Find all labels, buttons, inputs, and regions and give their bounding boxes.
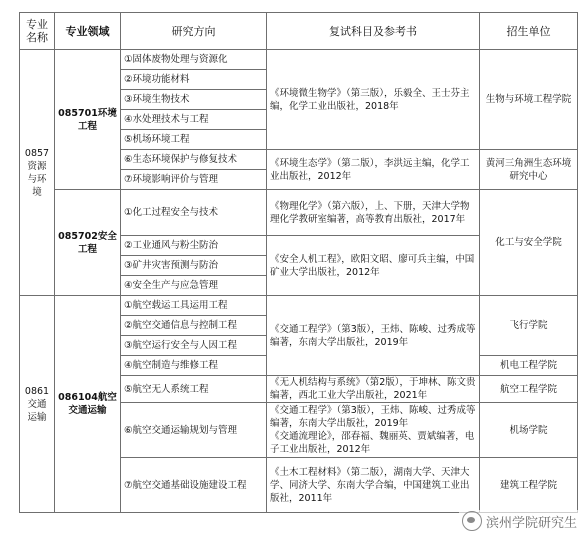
header-field: 专业领域 — [55, 13, 121, 50]
direction-item: ③环境生物技术 — [121, 90, 267, 110]
unit-cell: 生物与环境工程学院 — [480, 50, 578, 150]
direction-item: ⑥生态环境保护与修复技术 — [121, 150, 267, 170]
direction-item: ④安全生产与应急管理 — [121, 276, 267, 296]
reference-book: 《环境微生物学》（第三版），乐毅全、王士芬主编，化学工业出版社，2018年 — [267, 50, 480, 150]
direction-item: ②航空交通信息与控制工程 — [121, 316, 267, 336]
field-cell-085702: 085702安全工程 — [55, 190, 121, 296]
reference-book: 《交通流理论》，邵春福、魏丽英、贾斌编著，电子工业出版社，2012年 — [270, 431, 475, 455]
wechat-icon — [462, 511, 482, 531]
reference-book: 《交通工程学》（第3版），王炜、陈峻、过秀成等编著，东南大学出版社，2019年 — [267, 296, 480, 376]
unit-cell: 航空工程学院 — [480, 376, 578, 403]
major-cell-0861: 0861交通运输 — [20, 296, 55, 513]
direction-item: ④水处理技术与工程 — [121, 110, 267, 130]
direction-item: ⑤机场环境工程 — [121, 130, 267, 150]
field-cell-085701: 085701环境工程 — [55, 50, 121, 190]
unit-cell: 机电工程学院 — [480, 356, 578, 376]
header-major: 专业名称 — [20, 13, 55, 50]
header-row — [20, 13, 578, 50]
unit-cell: 机场学院 — [480, 403, 578, 458]
reference-book-group — [267, 403, 480, 458]
reference-book: 《交通工程学》（第3版），王炜、陈峻、过秀成等编著，东南大学出版社，2019年 — [270, 405, 476, 429]
watermark-text: 滨州学院研究生 — [485, 515, 577, 531]
unit-cell: 化工与安全学院 — [480, 190, 578, 296]
reference-book: 《无人机结构与系统》（第2版），于坤林、陈文贵编著，西北工业大学出版社，2021年 — [267, 376, 480, 403]
unit-cell: 飞行学院 — [480, 296, 578, 356]
direction-item: ⑥航空交通运输规划与管理 — [121, 403, 267, 458]
direction-item: ⑦环境影响评价与管理 — [121, 170, 267, 190]
direction-item: ③矿井灾害预测与防治 — [121, 256, 267, 276]
unit-cell: 黄河三角洲生态环境研究中心 — [480, 150, 578, 190]
direction-item: ⑦航空交通基础设施建设工程 — [121, 458, 267, 513]
direction-item: ①固体废物处理与资源化 — [121, 50, 267, 70]
unit-cell: 建筑工程学院 — [480, 458, 578, 513]
direction-item: ③航空运行安全与人因工程 — [121, 336, 267, 356]
reference-book: 《安全人机工程》，欧阳文昭、廖可兵主编，中国矿业大学出版社，2012年 — [267, 236, 480, 296]
reference-book: 《环境生态学》（第二版），李洪远主编，化学工业出版社，2012年 — [267, 150, 480, 190]
table-row — [20, 190, 578, 236]
direction-item: ④航空制造与维修工程 — [121, 356, 267, 376]
major-cell-0857: 0857资源与环境 — [20, 50, 55, 296]
table-row — [20, 50, 578, 70]
direction-item: ②工业通风与粉尘防治 — [121, 236, 267, 256]
reference-book: 《物理化学》（第六版），上、下册，天津大学物理化学教研室编著，高等教育出版社，2017年 — [267, 190, 480, 236]
header-direction: 研究方向 — [121, 13, 267, 50]
header-unit: 招生单位 — [480, 13, 578, 50]
table-row — [20, 296, 578, 316]
field-cell-086104: 086104航空交通运输 — [55, 296, 121, 513]
admission-table — [19, 12, 578, 513]
header-books: 复试科目及参考书 — [267, 13, 480, 50]
direction-item: ①化工过程安全与技术 — [121, 190, 267, 236]
reference-book: 《土木工程材料》（第二版），湖南大学、天津大学、同济大学、东南大学合编，中国建筑工业出版社，2011年 — [267, 458, 480, 513]
watermark — [459, 510, 580, 532]
direction-item: ①航空载运工具运用工程 — [121, 296, 267, 316]
direction-item: ⑤航空无人系统工程 — [121, 376, 267, 403]
direction-item: ②环境功能材料 — [121, 70, 267, 90]
